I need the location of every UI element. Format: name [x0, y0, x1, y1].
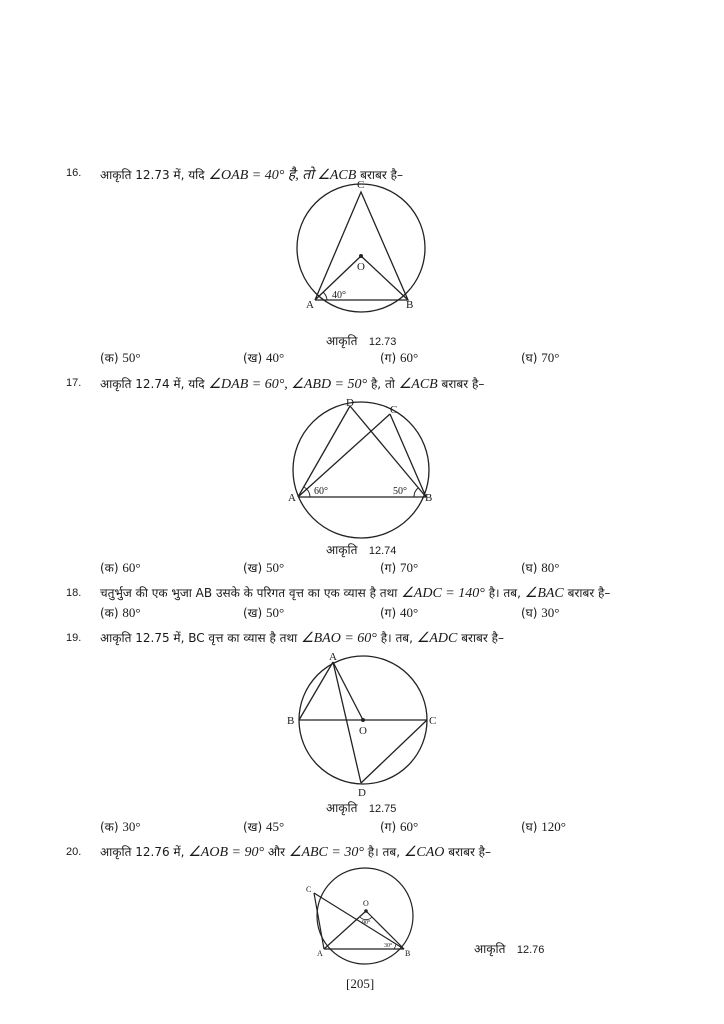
option-label: (घ): [521, 606, 538, 620]
fig73-label-a: A: [306, 299, 314, 311]
q19-math-1: ∠BAO = 60°: [301, 631, 377, 646]
figure-12-75: [285, 650, 445, 800]
fig76-angle-b: 30°: [384, 943, 393, 949]
figure-12-74: [290, 394, 440, 544]
q20-number: 20.: [66, 846, 82, 858]
q16-option-3[interactable]: [380, 349, 418, 366]
fig75-label-b: B: [287, 715, 295, 727]
q18-option-3[interactable]: [380, 604, 418, 621]
q18-number: 18.: [66, 587, 82, 599]
q18-option-4[interactable]: [521, 604, 560, 621]
fig74-label-b: B: [425, 492, 433, 504]
option-value: 60°: [122, 560, 141, 575]
q20-text-post: बराबर है–: [448, 845, 492, 859]
fig73-label-o: O: [357, 261, 365, 273]
option-label: (क): [100, 351, 119, 365]
q17-math-1: ∠DAB = 60°, ∠ABD = 50°: [208, 377, 368, 392]
q17-text-mid: है, तो: [370, 377, 395, 391]
q19-text: [100, 629, 504, 647]
q20-text: [100, 843, 491, 861]
q20-caption-word: आकृति: [474, 942, 506, 956]
fig74-angle-a: 60°: [314, 486, 328, 497]
fig75-label-a: A: [329, 651, 337, 663]
option-value: 30°: [541, 605, 560, 620]
q17-caption-word: आकृति: [326, 543, 358, 557]
option-label: (ग): [380, 820, 397, 834]
option-label: (क): [100, 820, 119, 834]
q19-caption: [326, 799, 396, 816]
figure-12-76: [300, 866, 430, 966]
option-value: 70°: [541, 350, 560, 365]
fig76-label-b: B: [405, 949, 411, 958]
fig73-label-b: B: [406, 299, 414, 311]
q17-text-pre: आकृति 12.74 में, यदि: [100, 377, 205, 391]
q19-math-2: ∠ADC: [416, 631, 458, 646]
q17-text: [100, 375, 484, 393]
option-label: (ख): [243, 606, 263, 620]
option-label: (ग): [380, 606, 397, 620]
q16-option-2[interactable]: [243, 349, 284, 366]
q19-caption-num: 12.75: [368, 803, 397, 815]
q19-text-pre: आकृति 12.75 में, BC वृत्त का व्यास है तथा: [100, 631, 298, 645]
q16-option-4[interactable]: [521, 349, 560, 366]
option-value: 70°: [399, 560, 419, 575]
page-number: [205]: [346, 976, 375, 991]
q18-text-mid: है। तब,: [488, 586, 521, 600]
q18-option-2[interactable]: [243, 604, 284, 621]
q17-text-post: बराबर है–: [441, 377, 485, 391]
q19-text-mid: है। तब,: [380, 631, 413, 645]
option-value: 60°: [399, 350, 419, 365]
option-label: (घ): [521, 561, 538, 575]
fig74-label-d: D: [346, 397, 354, 409]
q20-math-3: ∠CAO: [403, 845, 445, 860]
q20-caption-num: 12.76: [516, 944, 545, 956]
option-value: 40°: [399, 605, 419, 620]
option-value: 30°: [122, 819, 141, 834]
option-value: 45°: [266, 819, 285, 834]
option-label: (ग): [380, 351, 397, 365]
q18-text: [100, 584, 610, 602]
option-label: (घ): [521, 351, 538, 365]
fig76-label-c: C: [306, 885, 312, 894]
q16-caption-word: आकृति: [326, 334, 358, 348]
option-label: (ग): [380, 561, 397, 575]
fig73-label-c: C: [357, 179, 365, 191]
q16-text-post: बराबर है–: [360, 168, 403, 182]
q17-number: 17.: [66, 377, 82, 389]
fig75-label-d: D: [358, 787, 366, 799]
q17-caption: [326, 541, 396, 558]
option-value: 50°: [266, 560, 285, 575]
q19-option-1[interactable]: [100, 818, 141, 835]
option-value: 80°: [541, 560, 560, 575]
option-label: (क): [100, 606, 119, 620]
fig74-label-a: A: [288, 492, 296, 504]
option-value: 80°: [122, 605, 141, 620]
q17-option-4[interactable]: [521, 559, 560, 576]
figure-12-73: [290, 178, 440, 318]
fig76-angle-o: 90°: [362, 920, 371, 926]
q16-text-pre: आकृति 12.73 में, यदि: [100, 168, 205, 182]
q18-math-1: ∠ADC = 140°: [401, 586, 485, 601]
q20-math-1: ∠AOB = 90°: [188, 845, 265, 860]
fig75-label-o: O: [359, 725, 367, 737]
q17-caption-num: 12.74: [368, 545, 397, 557]
option-value: 120°: [541, 819, 566, 834]
q17-option-2[interactable]: [243, 559, 284, 576]
q17-option-1[interactable]: [100, 559, 141, 576]
q16-option-1[interactable]: [100, 349, 141, 366]
option-value: 40°: [266, 350, 285, 365]
q16-number: 16.: [66, 167, 82, 179]
q20-caption: [474, 940, 544, 957]
option-label: (क): [100, 561, 119, 575]
q19-option-2[interactable]: [243, 818, 284, 835]
q20-text-mid2: है। तब,: [367, 845, 401, 859]
option-value: 50°: [122, 350, 141, 365]
q20-text-pre: आकृति 12.76 में,: [100, 845, 185, 859]
option-value: 60°: [399, 819, 419, 834]
q19-option-3[interactable]: [380, 818, 418, 835]
q19-caption-word: आकृति: [326, 801, 358, 815]
fig76-label-o: O: [363, 899, 369, 908]
option-label: (ख): [243, 351, 263, 365]
q17-math-2: ∠ACB: [398, 377, 438, 392]
fig73-angle: 40°: [332, 290, 346, 301]
q18-option-1[interactable]: [100, 604, 141, 621]
fig74-angle-b: 50°: [393, 486, 407, 497]
q18-text-post: बराबर है–: [567, 586, 611, 600]
fig75-label-c: C: [429, 715, 437, 727]
fig76-label-a: A: [317, 949, 323, 958]
q17-option-3[interactable]: [380, 559, 418, 576]
q19-option-4[interactable]: [521, 818, 566, 835]
option-label: (घ): [521, 820, 538, 834]
q18-text-pre: चतुर्भुज की एक भुजा AB उसके के परिगत वृत्त का एक व्यास है तथा: [100, 586, 398, 600]
option-label: (ख): [243, 820, 263, 834]
option-value: 50°: [266, 605, 285, 620]
option-label: (ख): [243, 561, 263, 575]
q19-number: 19.: [66, 632, 82, 644]
q16-caption-num: 12.73: [368, 336, 397, 348]
q18-math-2: ∠BAC: [524, 586, 564, 601]
fig74-label-c: C: [390, 404, 398, 416]
q16-caption: [326, 332, 396, 349]
q20-text-mid: और: [267, 845, 286, 859]
q16-math: ∠OAB = 40° है, तो ∠ACB: [208, 168, 357, 183]
q19-text-post: बराबर है–: [461, 631, 505, 645]
q20-math-2: ∠ABC = 30°: [288, 845, 364, 860]
